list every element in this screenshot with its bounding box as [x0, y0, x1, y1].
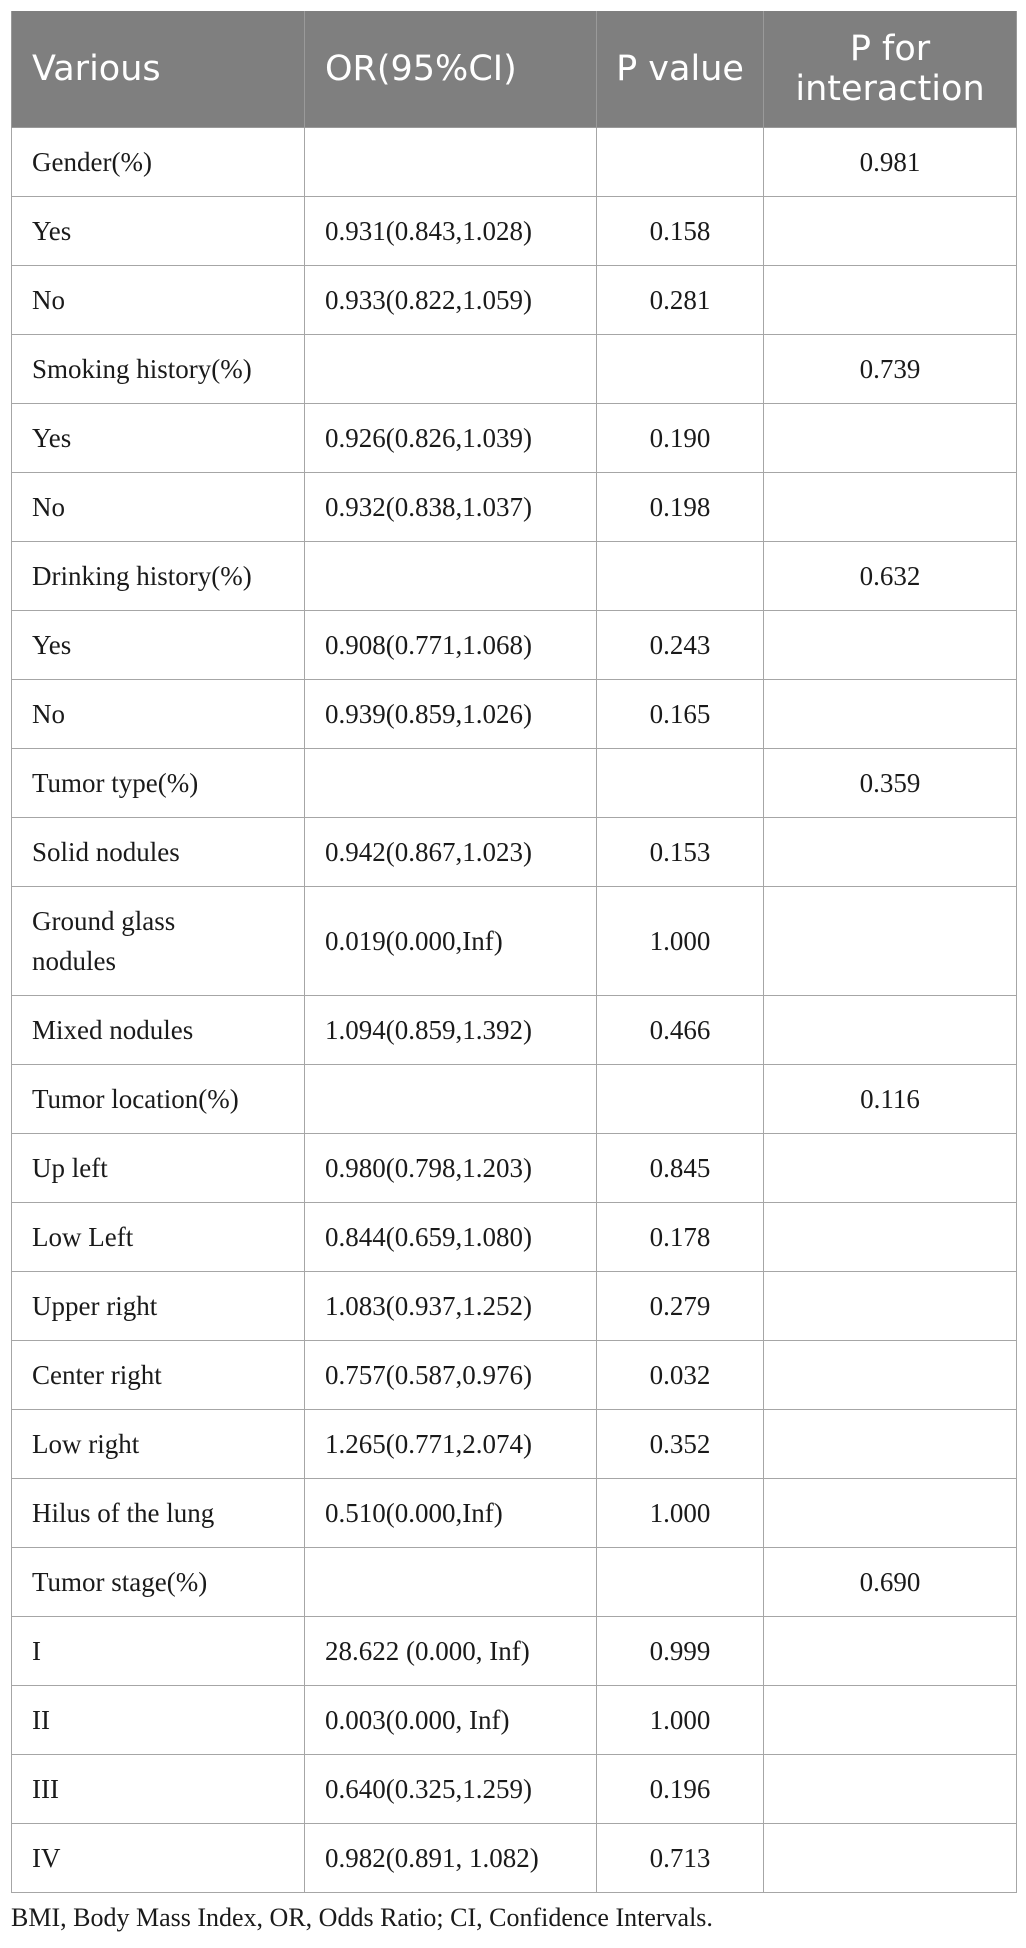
cell-or-ci: 1.094(0.859,1.392) — [305, 996, 597, 1065]
table-row — [12, 1341, 1017, 1410]
cell-or-ci: 0.982(0.891, 1.082) — [305, 1824, 597, 1893]
cell-or-ci: 0.932(0.838,1.037) — [305, 473, 597, 542]
cell-various — [12, 542, 305, 611]
cell-or-ci: 0.019(0.000,Inf) — [305, 887, 597, 996]
cell-p-interaction: 0.690 — [764, 1548, 1017, 1617]
cell-various-text: Low Left — [32, 1221, 134, 1252]
cell-p-interaction: 0.981 — [764, 128, 1017, 197]
cell-p-interaction — [764, 680, 1017, 749]
cell-p-interaction — [764, 1824, 1017, 1893]
cell-or-ci: 0.844(0.659,1.080) — [305, 1203, 597, 1272]
cell-or-ci — [305, 749, 597, 818]
table-row — [12, 404, 1017, 473]
cell-various — [12, 1617, 305, 1686]
cell-p-value: 0.165 — [597, 680, 764, 749]
cell-various — [12, 1755, 305, 1824]
header-p-value: P value — [597, 11, 764, 128]
cell-various-text: III — [32, 1773, 59, 1804]
cell-p-interaction — [764, 473, 1017, 542]
cell-or-ci — [305, 128, 597, 197]
cell-p-value: 1.000 — [597, 887, 764, 996]
cell-p-value: 0.713 — [597, 1824, 764, 1893]
cell-or-ci: 28.622 (0.000, Inf) — [305, 1617, 597, 1686]
cell-or-ci: 0.926(0.826,1.039) — [305, 404, 597, 473]
cell-various-text: Yes — [32, 215, 72, 246]
cell-p-value: 0.243 — [597, 611, 764, 680]
cell-p-interaction — [764, 266, 1017, 335]
header-various: Various — [12, 11, 305, 128]
cell-various-text: IV — [32, 1842, 61, 1873]
cell-various-text: No — [32, 698, 65, 729]
cell-p-interaction — [764, 404, 1017, 473]
cell-or-ci: 0.942(0.867,1.023) — [305, 818, 597, 887]
cell-various — [12, 1272, 305, 1341]
cell-p-value: 1.000 — [597, 1479, 764, 1548]
header-p-interaction-line1: P for — [849, 29, 931, 69]
cell-various-text: Drinking history(%) — [32, 560, 252, 591]
cell-or-ci: 0.908(0.771,1.068) — [305, 611, 597, 680]
cell-p-value: 0.196 — [597, 1755, 764, 1824]
cell-various — [12, 473, 305, 542]
cell-p-interaction: 0.359 — [764, 749, 1017, 818]
cell-various-text: No — [32, 491, 65, 522]
cell-or-ci — [305, 542, 597, 611]
cell-various — [12, 1824, 305, 1893]
cell-or-ci — [305, 1548, 597, 1617]
table-row — [12, 1548, 1017, 1617]
table-row — [12, 887, 1017, 996]
cell-or-ci: 1.083(0.937,1.252) — [305, 1272, 597, 1341]
cell-various — [12, 404, 305, 473]
cell-or-ci: 0.939(0.859,1.026) — [305, 680, 597, 749]
table-header — [12, 11, 1017, 128]
table-row — [12, 1617, 1017, 1686]
cell-various-text: Gender(%) — [32, 146, 152, 177]
cell-p-interaction — [764, 1341, 1017, 1410]
table-row — [12, 335, 1017, 404]
cell-various-text: Tumor stage(%) — [32, 1566, 208, 1597]
table-row — [12, 1686, 1017, 1755]
table-row — [12, 473, 1017, 542]
table-row — [12, 1203, 1017, 1272]
cell-various — [12, 749, 305, 818]
cell-p-value: 0.281 — [597, 266, 764, 335]
cell-various — [12, 1548, 305, 1617]
cell-various — [12, 1134, 305, 1203]
cell-various-text: II — [32, 1704, 50, 1735]
header-p-interaction-line2: interaction — [795, 69, 985, 109]
cell-or-ci: 0.640(0.325,1.259) — [305, 1755, 597, 1824]
cell-p-value: 0.190 — [597, 404, 764, 473]
cell-p-value — [597, 128, 764, 197]
cell-various — [12, 887, 305, 996]
cell-p-value: 0.178 — [597, 1203, 764, 1272]
cell-or-ci: 0.757(0.587,0.976) — [305, 1341, 597, 1410]
table-row — [12, 1755, 1017, 1824]
cell-p-interaction — [764, 1686, 1017, 1755]
cell-or-ci — [305, 1065, 597, 1134]
cell-various-text: I — [32, 1635, 41, 1666]
cell-various-text: Mixed nodules — [32, 1014, 194, 1045]
header-p-interaction — [764, 11, 1017, 128]
cell-various-text: Up left — [32, 1152, 108, 1183]
cell-various-text: Hilus of the lung — [32, 1497, 215, 1528]
cell-or-ci: 0.980(0.798,1.203) — [305, 1134, 597, 1203]
cell-various — [12, 611, 305, 680]
cell-p-interaction: 0.116 — [764, 1065, 1017, 1134]
table-row — [12, 542, 1017, 611]
table-row — [12, 749, 1017, 818]
table-row — [12, 611, 1017, 680]
cell-various — [12, 1479, 305, 1548]
table-row — [12, 818, 1017, 887]
cell-various — [12, 818, 305, 887]
table-row — [12, 680, 1017, 749]
table-row — [12, 1824, 1017, 1893]
cell-p-value — [597, 1065, 764, 1134]
table-row — [12, 1134, 1017, 1203]
cell-various-text: No — [32, 284, 65, 315]
cell-various — [12, 1203, 305, 1272]
cell-p-value: 0.198 — [597, 473, 764, 542]
cell-various-text: Upper right — [32, 1290, 158, 1321]
cell-various — [12, 680, 305, 749]
cell-p-interaction — [764, 818, 1017, 887]
cell-various — [12, 1065, 305, 1134]
cell-p-interaction — [764, 611, 1017, 680]
cell-or-ci: 1.265(0.771,2.074) — [305, 1410, 597, 1479]
cell-p-interaction — [764, 1134, 1017, 1203]
cell-p-interaction — [764, 197, 1017, 266]
cell-or-ci: 0.933(0.822,1.059) — [305, 266, 597, 335]
cell-various — [12, 128, 305, 197]
table-row — [12, 1272, 1017, 1341]
cell-or-ci: 0.003(0.000, Inf) — [305, 1686, 597, 1755]
cell-p-value: 0.158 — [597, 197, 764, 266]
cell-p-interaction — [764, 887, 1017, 996]
table-row — [12, 197, 1017, 266]
cell-p-interaction — [764, 996, 1017, 1065]
cell-p-interaction — [764, 1755, 1017, 1824]
cell-p-interaction — [764, 1617, 1017, 1686]
cell-various-text-line2: nodules — [32, 946, 116, 976]
header-or-ci: OR(95%CI) — [305, 11, 597, 128]
cell-various — [12, 335, 305, 404]
cell-various-text: Low right — [32, 1428, 140, 1459]
cell-various-text: Tumor type(%) — [32, 767, 199, 798]
cell-p-interaction: 0.739 — [764, 335, 1017, 404]
cell-or-ci: 0.931(0.843,1.028) — [305, 197, 597, 266]
cell-various — [12, 1341, 305, 1410]
table-row — [12, 1065, 1017, 1134]
cell-p-value — [597, 1548, 764, 1617]
cell-various-text: Tumor location(%) — [32, 1083, 239, 1114]
table-row — [12, 266, 1017, 335]
cell-various-text: Smoking history(%) — [32, 353, 252, 384]
cell-p-value: 0.352 — [597, 1410, 764, 1479]
cell-various-text: Yes — [32, 629, 72, 660]
cell-p-value: 0.153 — [597, 818, 764, 887]
table-row — [12, 1479, 1017, 1548]
table-row — [12, 996, 1017, 1065]
cell-various — [12, 1686, 305, 1755]
cell-p-value — [597, 542, 764, 611]
cell-various — [12, 996, 305, 1065]
cell-various — [12, 1410, 305, 1479]
table-footnote: BMI, Body Mass Index, OR, Odds Ratio; CI, Confidence Intervals. — [11, 1903, 713, 1932]
cell-p-value: 0.466 — [597, 996, 764, 1065]
cell-various-text: Center right — [32, 1359, 162, 1390]
cell-p-value: 0.845 — [597, 1134, 764, 1203]
cell-p-value — [597, 749, 764, 818]
cell-various-text: Solid nodules — [32, 836, 180, 867]
cell-various — [12, 197, 305, 266]
cell-p-value: 1.000 — [597, 1686, 764, 1755]
cell-or-ci: 0.510(0.000,Inf) — [305, 1479, 597, 1548]
cell-p-value: 0.279 — [597, 1272, 764, 1341]
header-row — [12, 11, 1017, 128]
cell-or-ci — [305, 335, 597, 404]
table-body — [12, 128, 1017, 1893]
cell-various-text: Ground glass — [32, 906, 176, 936]
table-row — [12, 1410, 1017, 1479]
cell-p-interaction — [764, 1410, 1017, 1479]
cell-various — [12, 266, 305, 335]
cell-p-value: 0.032 — [597, 1341, 764, 1410]
cell-p-value — [597, 335, 764, 404]
cell-p-interaction — [764, 1272, 1017, 1341]
cell-p-interaction — [764, 1203, 1017, 1272]
cell-p-interaction: 0.632 — [764, 542, 1017, 611]
subgroup-analysis-table — [11, 11, 1017, 1893]
cell-various-text: Yes — [32, 422, 72, 453]
cell-p-interaction — [764, 1479, 1017, 1548]
cell-p-value: 0.999 — [597, 1617, 764, 1686]
data-table-container — [11, 11, 1016, 1893]
table-row — [12, 128, 1017, 197]
